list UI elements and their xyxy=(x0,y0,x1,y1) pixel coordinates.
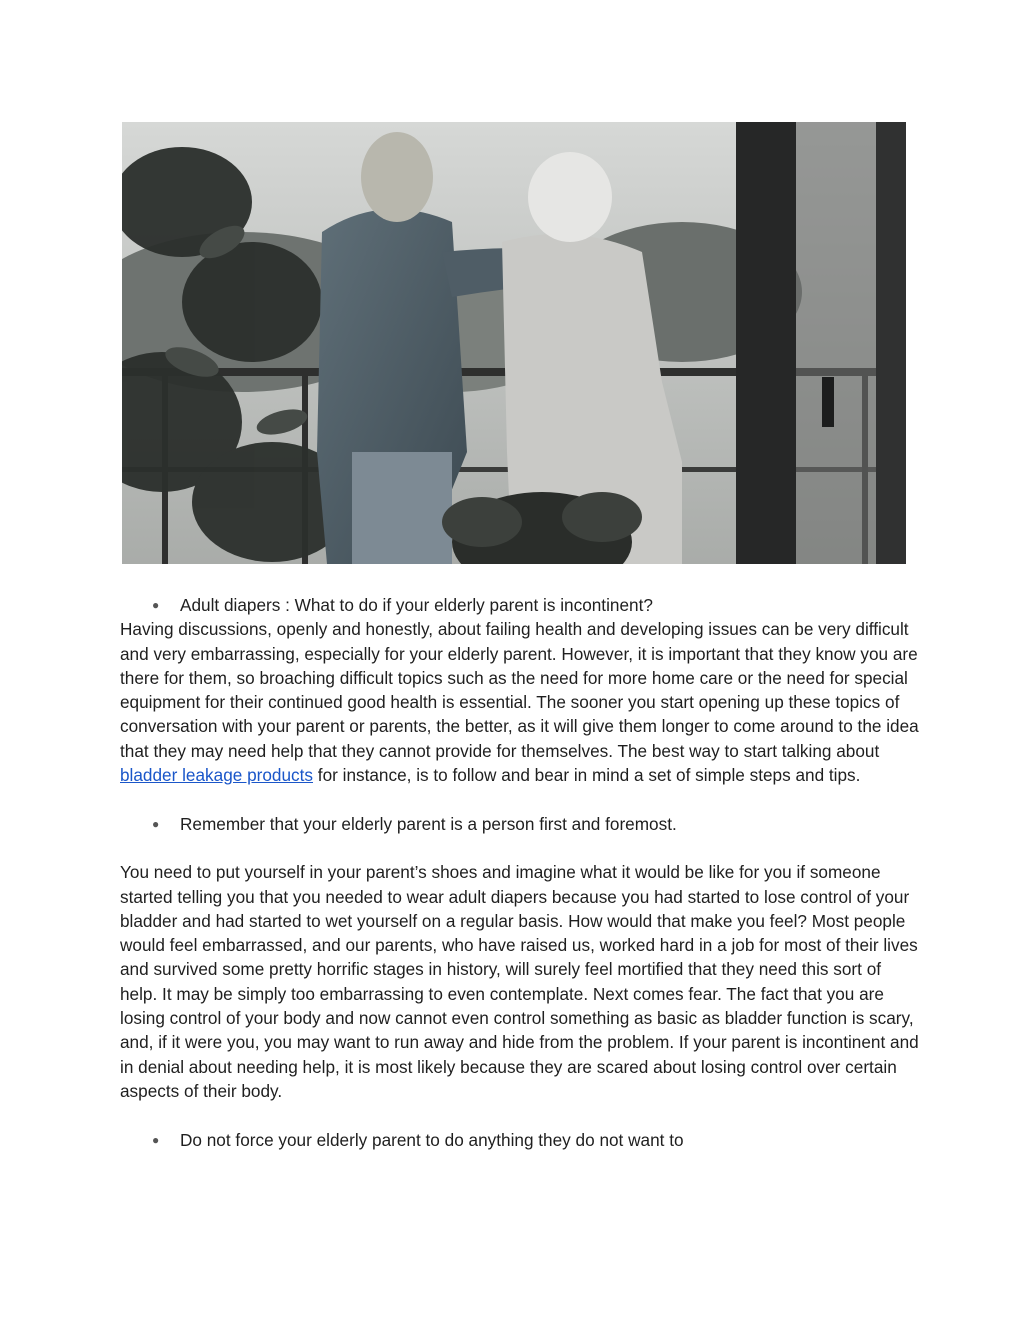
paragraph-body: You need to put yourself in your parent’s shoes and imagine what it would be like for you if someone started telling you that you needed to wear adult diapers because you had started to lose control of your bladder and had started to wet yourself on a regular basis. How would that make you feel? Most people would feel embarrassed, and our parents, who have raised us, worked hard in a job for most of their lives and survived some pretty horrific stages in history, will surely feel mortified that they need this sort of help. It may be simply too embarrassing to even contemplate. Next comes fear. The fact that you are losing control of your body and now cannot even control something as basic as bladder function is scary, and, if it were you, you may want to run away and hide from the problem. If your parent is incontinent and in denial about needing help, it is most likely because they are scared about losing control over certain aspects of their body. xyxy=(120,862,919,1101)
list-item xyxy=(120,1128,920,1152)
list-item xyxy=(120,812,920,836)
paragraph-text: Having discussions, openly and honestly, about failing health and developing issues can be very difficult and very embarrassing, especially for your elderly parent. However, it is important that they know you are there for them, so broaching difficult topics such as the need for more home care or the need for special equipment for their continued good health is essential. The sooner you start opening up these topics of conversation with your parent or parents, the better, as it will give them longer to come around to the idea that they may need help that they cannot provide for themselves. The best way to start talking about xyxy=(120,619,919,761)
bullet-icon: ● xyxy=(152,598,160,612)
article-body xyxy=(120,593,920,1152)
list-item-text: Remember that your elderly parent is a person first and foremost. xyxy=(180,813,677,834)
paragraph-intro xyxy=(120,617,920,787)
hero-photo xyxy=(122,122,906,564)
paragraph-text: for instance, is to follow and bear in mind a set of simple steps and tips. xyxy=(313,765,861,786)
list-item-text: Adult diapers : What to do if your elderly parent is incontinent? xyxy=(180,595,653,615)
bullet-icon: ● xyxy=(152,1132,160,1147)
bullet-icon: ● xyxy=(152,816,160,831)
bladder-leakage-products-link[interactable]: bladder leakage products xyxy=(120,765,314,786)
photo-illustration xyxy=(122,122,906,564)
list-item xyxy=(120,593,920,617)
list-item-text: Do not force your elderly parent to do anything they do not want to xyxy=(180,1129,684,1150)
